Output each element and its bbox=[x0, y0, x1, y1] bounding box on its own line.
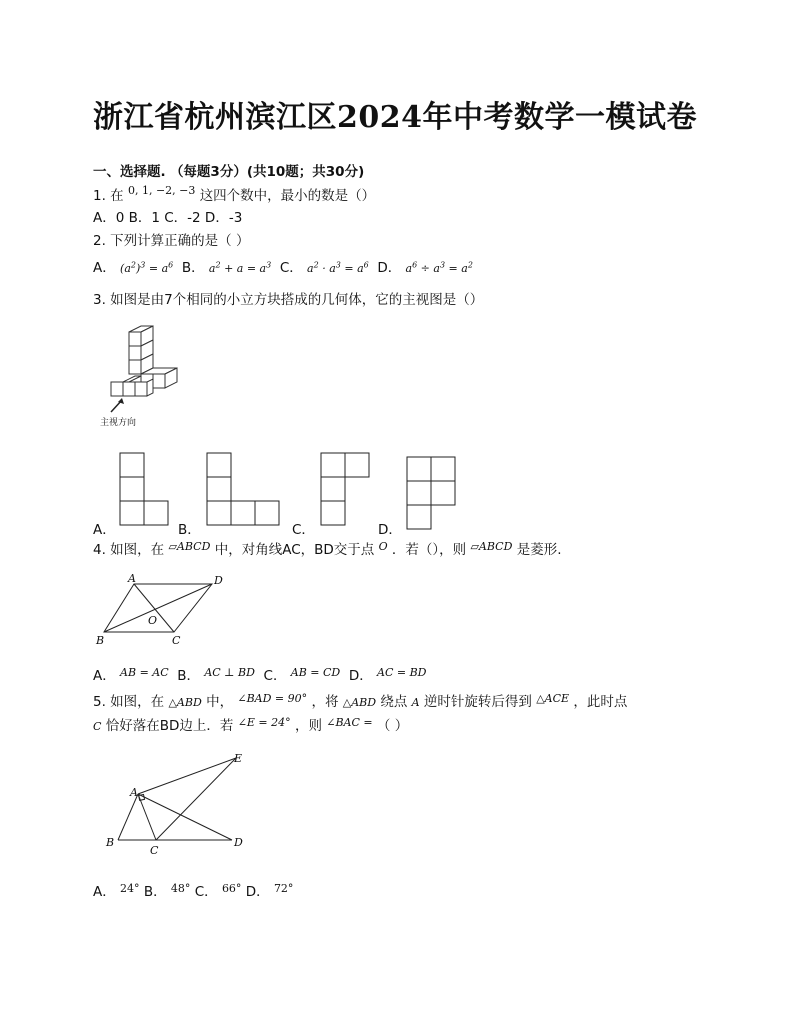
svg-text:A: A bbox=[128, 572, 136, 585]
q3-option-a-label: A． bbox=[93, 522, 116, 538]
q3-option-b-label: B． bbox=[178, 522, 201, 538]
svg-text:O: O bbox=[148, 614, 158, 627]
angle-bac-math: ∠BAC = bbox=[326, 716, 373, 729]
option-2c-math: $a^2 \cdot a^3 = a^6$ bbox=[307, 260, 369, 275]
svg-text:C: C bbox=[172, 634, 181, 647]
option-5d-math: 72° bbox=[273, 882, 294, 895]
parallelogram-abcd-math: ▱ABCD bbox=[168, 540, 211, 553]
rotated-triangle-figure bbox=[104, 748, 254, 858]
angle-e-math: ∠E = 24° bbox=[237, 716, 291, 729]
parallelogram-abcd-math-2: ▱ABCD bbox=[470, 540, 513, 553]
q3-option-c-view[interactable] bbox=[320, 452, 372, 526]
svg-text:D: D bbox=[214, 574, 223, 587]
question-4-options: A． $^{AB = AC}$ B． $^{AC \perp BD}$ C． $^{AB = CD}$ D． $^{AC = BD}$ bbox=[93, 666, 427, 684]
svg-text:E: E bbox=[234, 752, 243, 765]
svg-text:D: D bbox=[234, 836, 243, 849]
question-5-options: A． $^{24^\circ}$ B． $^{48^\circ}$ C． $^{66^\circ}$ D． $^{72^\circ}$ bbox=[93, 882, 294, 900]
cube-stack-figure bbox=[96, 322, 186, 432]
q3-option-d-label: D． bbox=[378, 522, 402, 538]
q3-option-b-view[interactable] bbox=[206, 452, 282, 526]
question-5-stem-line-1: 5. 如图，在 △ABD 中， $^{\angle BAD = 90^\circ}$ ，将 △ABD 绕点 A 逆时针旋转后得到 $^{\triangle ACE}$ ，此时点 bbox=[93, 692, 628, 710]
question-1-options: A．0 B．1 C．-2 D．-3 bbox=[93, 210, 243, 226]
svg-text:B: B bbox=[106, 836, 115, 849]
angle-bad-math: ∠BAD = 90° bbox=[237, 692, 308, 705]
svg-text:C: C bbox=[150, 844, 159, 857]
triangle-ace-math: △ACE bbox=[536, 692, 570, 705]
question-2-options: A． $(a^2)^3 = a^6$ B． $a^2 + a = a^3$ C． $a^2 \cdot a^3 = a^6$ D． $a^6 \div a^3 = a^2$ bbox=[93, 260, 473, 276]
svg-text:A: A bbox=[130, 786, 138, 799]
svg-text:B: B bbox=[96, 634, 105, 647]
page-title: 浙江省杭州滨江区2024年中考数学一模试卷 bbox=[93, 100, 697, 135]
view-direction-label: 主视方向 bbox=[100, 418, 137, 428]
q3-option-c-label: C． bbox=[292, 522, 315, 538]
q3-option-a-view[interactable] bbox=[119, 452, 171, 526]
question-1-stem: 1. 在 $^{0, 1, -2, -3}$ 这四个数中，最小的数是（） bbox=[93, 184, 376, 204]
section-heading: 一、选择题. （每题3分）(共10题；共30分) bbox=[93, 164, 365, 180]
option-5a-math: 24° bbox=[120, 882, 140, 895]
question-2-stem: 2. 下列计算正确的是（ ） bbox=[93, 233, 250, 249]
parallelogram-figure bbox=[92, 572, 232, 648]
question-5-stem-line-2: C 恰好落在BD边上．若 $^{\angle E = 24^\circ}$ ，则 $^{\angle BAC =}$ （ ） bbox=[93, 716, 409, 734]
triangle-abd-math-2: △ABD bbox=[342, 696, 377, 709]
option-2a-math: $(a^2)^3 = a^6$ bbox=[120, 260, 174, 275]
q3-option-d-view[interactable] bbox=[406, 456, 458, 530]
option-5c-math: 66° bbox=[221, 882, 242, 895]
question-4-stem: 4. 如图，在 $^{▱ABCD}$ 中，对角线AC，BD交于点 $^O$ ．若（），则 $^{▱ABCD}$ 是菱形. bbox=[93, 540, 562, 558]
option-2d-math: $a^6 \div a^3 = a^2$ bbox=[405, 260, 473, 275]
option-5b-math: 48° bbox=[170, 882, 191, 895]
option-2b-math: $a^2 + a = a^3$ bbox=[208, 260, 272, 275]
question-3-stem: 3. 如图是由7个相同的小立方块搭成的几何体，它的主视图是（） bbox=[93, 292, 484, 308]
triangle-abd-math: △ABD bbox=[168, 696, 202, 709]
